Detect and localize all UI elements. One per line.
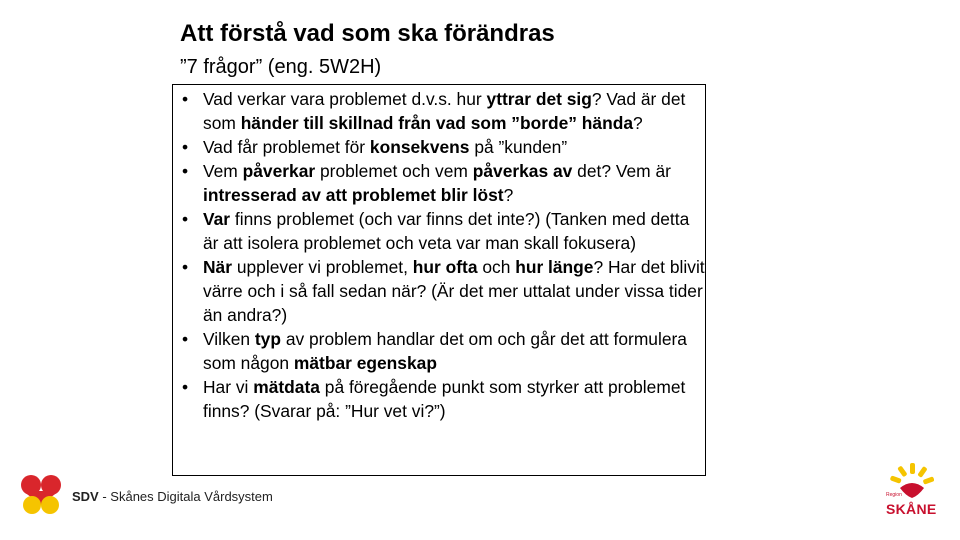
question-item	[182, 207, 706, 255]
question-text: ? Vad är det som	[203, 89, 686, 133]
question-text: Vilken	[203, 329, 255, 349]
question-emphasis: påverkas av	[472, 161, 573, 181]
question-item	[182, 135, 706, 159]
question-emphasis: hur ofta	[412, 257, 478, 277]
question-emphasis: intresserad av att problemet blir löst	[203, 185, 504, 205]
question-emphasis: mätbar egenskap	[293, 353, 437, 373]
sdv-wordmark	[72, 489, 273, 505]
question-emphasis: konsekvens	[369, 137, 470, 157]
question-text: ?	[503, 185, 514, 205]
question-text: Vad får problemet för	[203, 137, 370, 157]
questions-list	[182, 87, 706, 423]
question-emphasis: mätdata	[253, 377, 320, 397]
question-item	[182, 327, 706, 375]
question-text: ? Har det blivit värre och i så fall sedan när? (Är det mer uttalat under vissa tider än andra?)	[203, 257, 705, 325]
question-text: av problem handlar det om och går det att formulera som någon	[203, 329, 687, 373]
question-item	[182, 159, 706, 207]
question-emphasis: Var	[203, 209, 231, 229]
question-emphasis: typ	[254, 329, 281, 349]
question-text: finns problemet (och var finns det inte?) (Tanken med detta är att isolera problemet och veta var man skall fokusera)	[203, 209, 690, 253]
question-text: Har vi	[203, 377, 254, 397]
skane-wordmark: SKÅNE	[886, 501, 937, 517]
question-emphasis: händer till skillnad från vad som ”borde” hända	[240, 113, 634, 133]
question-text: och	[477, 257, 516, 277]
sdv-fullname: - Skånes Digitala Vårdsystem	[98, 489, 273, 504]
question-emphasis: När	[203, 257, 232, 277]
question-text: det? Vem är	[572, 161, 671, 181]
slide-title: Att förstå vad som ska förändras	[180, 20, 555, 47]
question-item	[182, 87, 706, 135]
question-emphasis: yttrar det sig	[486, 89, 592, 109]
sdv-abbrev: SDV	[72, 489, 99, 504]
question-emphasis: hur länge	[515, 257, 594, 277]
question-emphasis: påverkar	[242, 161, 316, 181]
question-text: på föregående punkt som styrker att problemet finns? (Svarar på: ”Hur vet vi?”)	[203, 377, 686, 421]
region-skane-logo	[880, 462, 944, 520]
question-item	[182, 255, 706, 327]
question-text: Vad verkar vara problemet d.v.s. hur	[203, 89, 487, 109]
question-text: Vem	[203, 161, 243, 181]
question-text: på ”kunden”	[469, 137, 568, 157]
question-text: problemet och vem	[315, 161, 473, 181]
question-item	[182, 375, 706, 423]
sdv-heart-logo-icon	[18, 472, 64, 518]
skane-region-label: Region	[886, 492, 902, 498]
question-text: ?	[633, 113, 643, 133]
question-text: upplever vi problemet,	[232, 257, 413, 277]
slide-subtitle: ”7 frågor” (eng. 5W2H)	[180, 56, 382, 78]
